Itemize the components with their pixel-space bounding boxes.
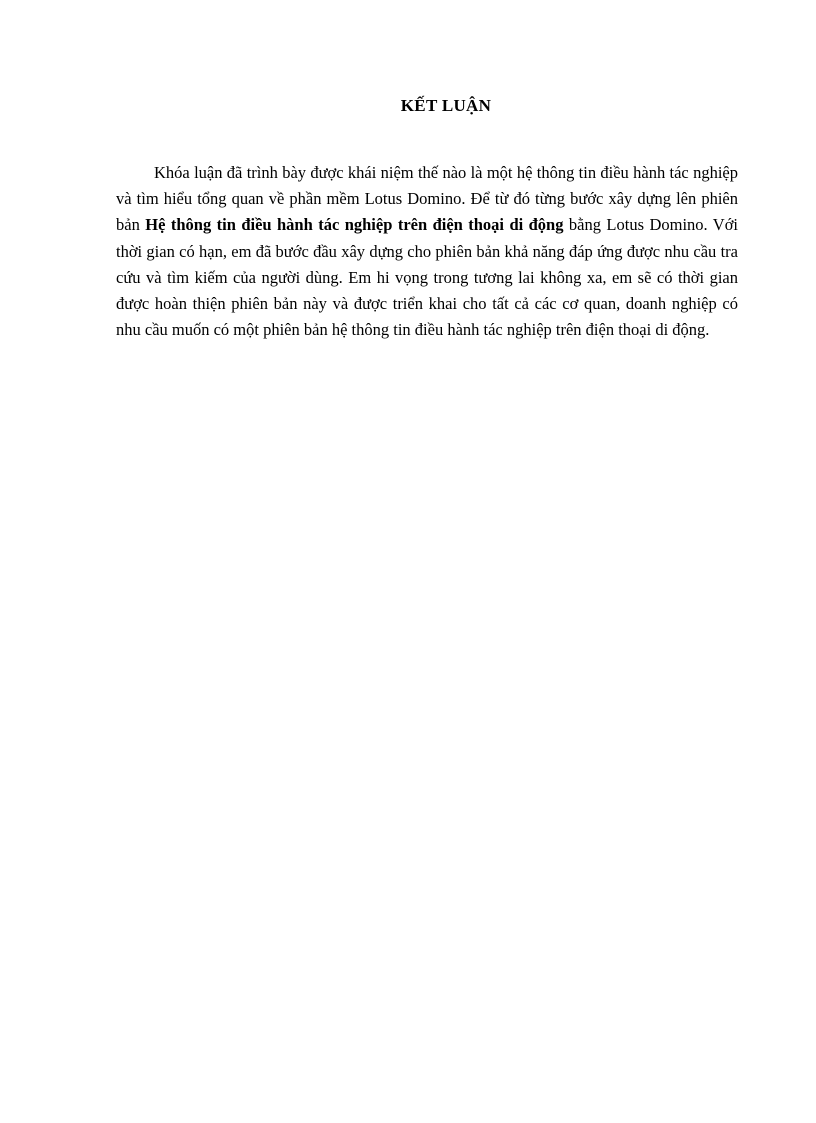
paragraph-text-start: Khóa luận đã trình bày được khái niệm thế nào là một hệ thông tin điều hành tác nghiệp và tìm hiểu tổng quan về phần mềm Lotus Domino. Để từ đó từng bước xây dựng lên phiên bản	[116, 163, 738, 235]
conclusion-paragraph	[116, 160, 738, 343]
page-title: KẾT LUẬN	[400, 96, 492, 115]
paragraph-text-end: bằng Lotus Domino. Với thời gian có hạn, em đã bước đầu xây dựng cho phiên bản khả năng đáp ứng được nhu cầu tra cứu và tìm kiếm của người dùng. Em hi vọng trong tương lai không xa, em sẽ có thời gian được hoàn thiện phiên bản này và được triển khai cho tất cả các cơ quan, doanh nghiệp có nhu cầu muốn có một phiên bản hệ thông tin điều hành tác nghiệp trên điện thoại di động.	[116, 215, 739, 340]
paragraph-bold-phrase: Hệ thông tin điều hành tác nghiệp trên điện thoại di động	[145, 215, 564, 235]
